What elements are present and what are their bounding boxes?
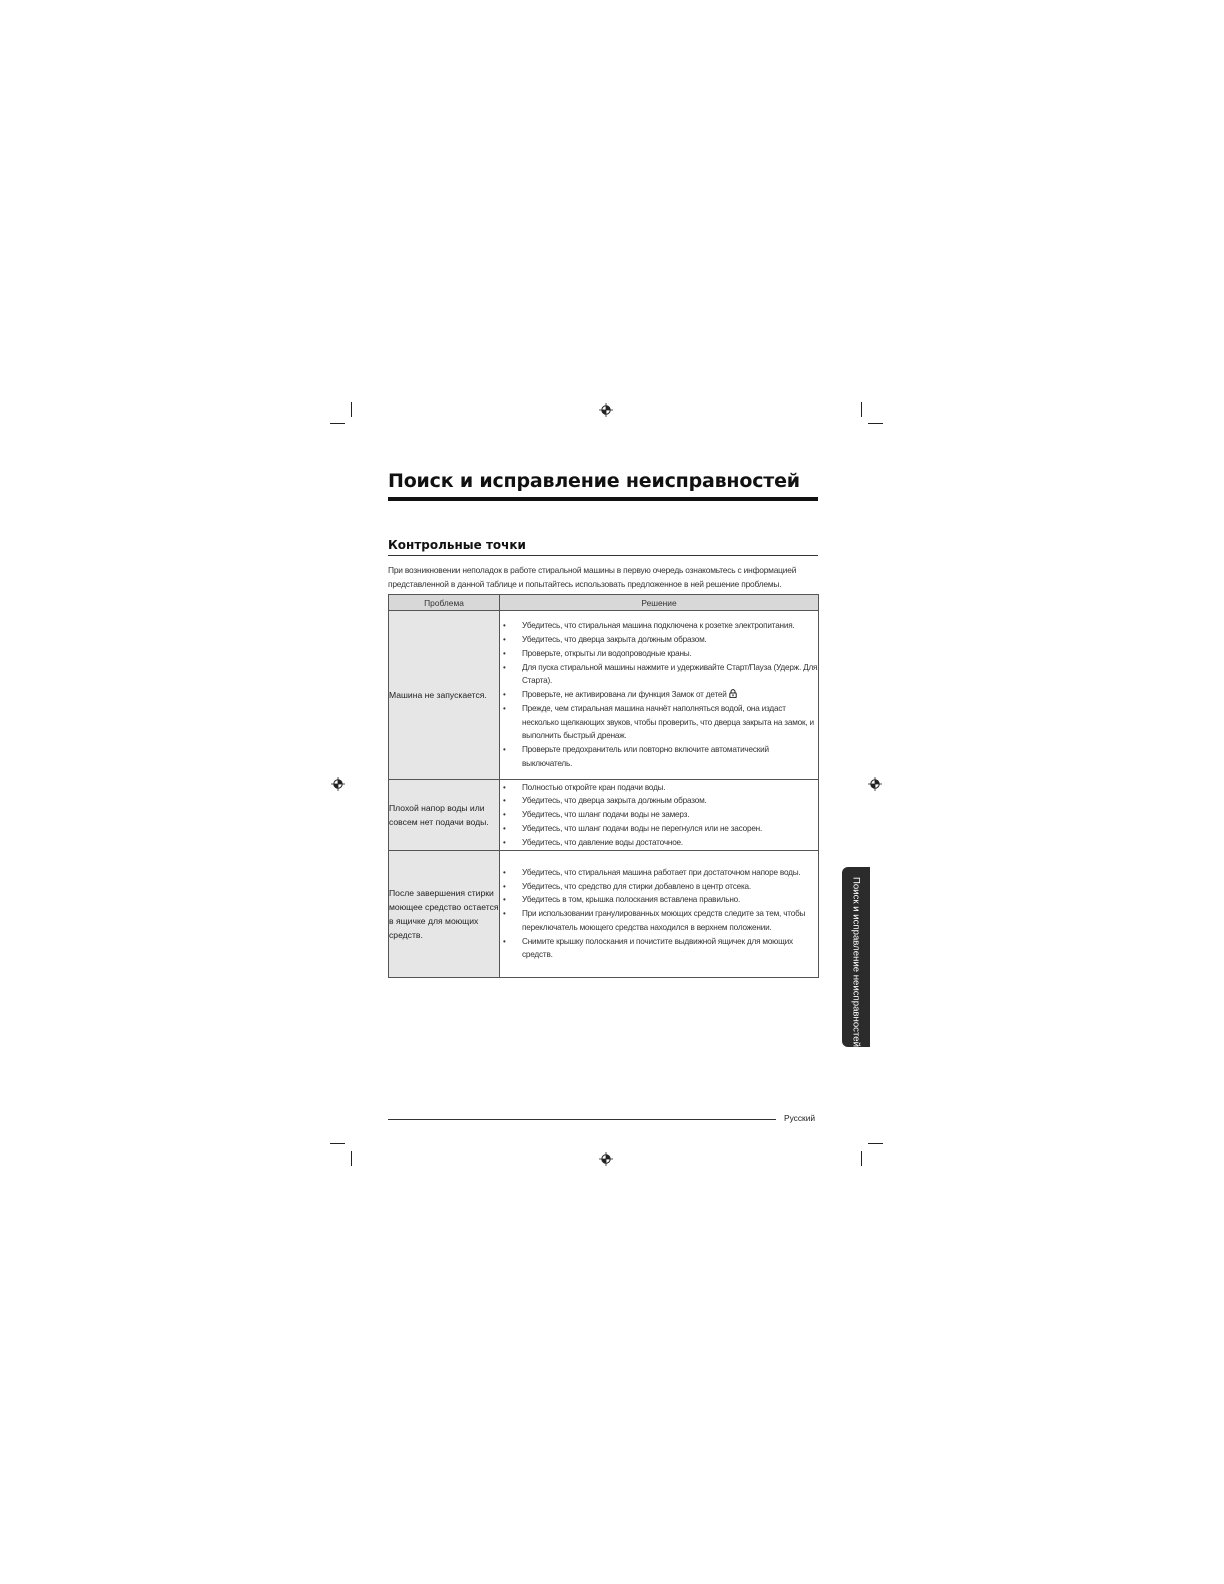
crop-mark-tr-v [861,402,862,417]
list-item: • Убедитесь, что дверца закрыта должным образом. [500,794,818,808]
solution-list [500,866,818,963]
title-divider [388,497,818,501]
list-item: • Прежде, чем стиральная машина начнёт наполняться водой, она издаст несколько щелкающих звуков, чтобы проверить, что дверца закрыта на замок, и выполнить быстрый дренаж. [500,702,818,743]
chapter-side-tab [842,867,870,1047]
crop-mark-tr-h [868,423,883,424]
list-item: • Полностью откройте кран подачи воды. [500,781,818,795]
list-item [500,688,818,702]
footer-language: Русский [784,1113,816,1123]
list-item: • Проверьте, открыты ли водопроводные краны. [500,647,818,661]
list-item: • Убедитесь, что стиральная машина подключена к розетке электропитания. [500,619,818,633]
crop-mark-bl-h [330,1143,345,1144]
list-item: • Убедитесь, что средство для стирки добавлено в центр отсека. [500,880,818,894]
list-item-text: Проверьте, не активирована ли функция Замок от детей [522,690,727,700]
solution-cell [500,780,819,851]
list-item: • Убедитесь, что давление воды достаточное. [500,836,818,850]
list-item: • Убедитесь, что шланг подачи воды не замерз. [500,808,818,822]
solution-list [500,619,818,771]
footer-divider [388,1119,776,1120]
intro-paragraph: При возникновении неполадок в работе стиральной машины в первую очередь ознакомьтесь с информацией представленной в данной таблице и попытайтесь использовать предложенное в ней решение проблемы. [388,565,797,589]
crop-mark-br-v [861,1151,862,1166]
problem-cell: После завершения стирки моющее средство остается в ящичке для моющих средств. [389,851,500,978]
table-row [389,611,819,780]
chapter-side-tab-label: Поиск и исправление неисправностей [850,877,862,1047]
list-item: • Для пуска стиральной машины нажмите и удерживайте Старт/Пауза (Удерж. Для Старта). [500,661,818,689]
crop-mark-br-h [868,1143,883,1144]
crosshair-icon [599,1152,613,1166]
list-item: • Снимите крышку полоскания и почистите выдвижной ящичек для моющих средств. [500,935,818,963]
solution-list [500,781,818,850]
list-item: • Убедитесь, что шланг подачи воды не перегнулся или не засорен. [500,822,818,836]
crop-mark-tl-h [330,423,345,424]
list-item: • Убедитесь в том, крышка полоскания вставлена правильно. [500,893,818,907]
list-item: • Убедитесь, что дверца закрыта должным образом. [500,633,818,647]
column-header-solution: Решение [500,595,819,611]
section-title: Контрольные точки [388,538,526,552]
list-item: • Убедитесь, что стиральная машина работает при достаточном напоре воды. [500,866,818,880]
list-item: • Проверьте предохранитель или повторно включите автоматический выключатель. [500,743,818,771]
problem-cell: Плохой напор воды или совсем нет подачи воды. [389,780,500,851]
list-item: • При использовании гранулированных моющих средств следите за тем, чтобы переключатель моющего средства находился в верхнем положении. [500,907,818,935]
section-divider [388,555,818,556]
crosshair-icon [868,777,882,791]
column-header-problem: Проблема [389,595,500,611]
solution-cell [500,611,819,780]
table-row [389,851,819,978]
crop-mark-bl-v [351,1151,352,1166]
table-header-row [389,595,819,611]
problem-cell: Машина не запускается. [389,611,500,780]
crosshair-icon [331,777,345,791]
troubleshooting-table [388,594,819,978]
table-row [389,780,819,851]
solution-cell [500,851,819,978]
crop-mark-tl-v [351,402,352,417]
lock-icon [729,689,737,698]
page-title: Поиск и исправление неисправностей [388,470,800,492]
crosshair-icon [599,403,613,417]
